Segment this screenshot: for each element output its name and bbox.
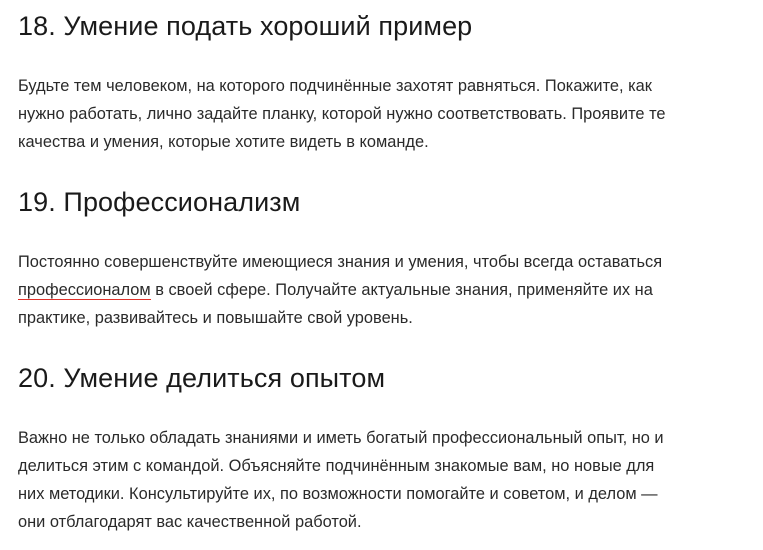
paragraph-line (18, 276, 662, 304)
section-19-paragraph (18, 248, 662, 332)
paragraph-line: они отблагодарят вас качественной работой. (18, 513, 362, 531)
paragraph-line-rest: в своей сфере. Получайте актуальные знания, применяйте их на (150, 281, 653, 299)
paragraph-line: качества и умения, которые хотите видеть в команде. (18, 133, 429, 151)
section-19-heading: 19. Профессионализм (18, 187, 301, 217)
paragraph-line: Будьте тем человеком, на которого подчинённые захотят равняться. Покажите, как (18, 77, 652, 95)
section-20-paragraph (18, 424, 664, 536)
paragraph-line: практике, развивайтесь и повышайте свой уровень. (18, 309, 413, 327)
section-18-heading: 18. Умение подать хороший пример (18, 11, 473, 41)
paragraph-line: Важно не только обладать знаниями и иметь богатый профессиональный опыт, но и (18, 429, 664, 447)
section-18-paragraph (18, 72, 666, 156)
paragraph-line: делиться этим с командой. Объясняйте подчинённым знакомые вам, но новые для (18, 457, 655, 475)
professional-link[interactable]: профессионалом (18, 281, 151, 299)
paragraph-line: Постоянно совершенствуйте имеющиеся знания и умения, чтобы всегда оставаться (18, 253, 663, 271)
paragraph-line: них методики. Консультируйте их, по возможности помогайте и советом, и делом — (18, 485, 658, 503)
paragraph-line: нужно работать, лично задайте планку, которой нужно соответствовать. Проявите те (18, 105, 666, 123)
section-20-heading: 20. Умение делиться опытом (18, 363, 386, 393)
